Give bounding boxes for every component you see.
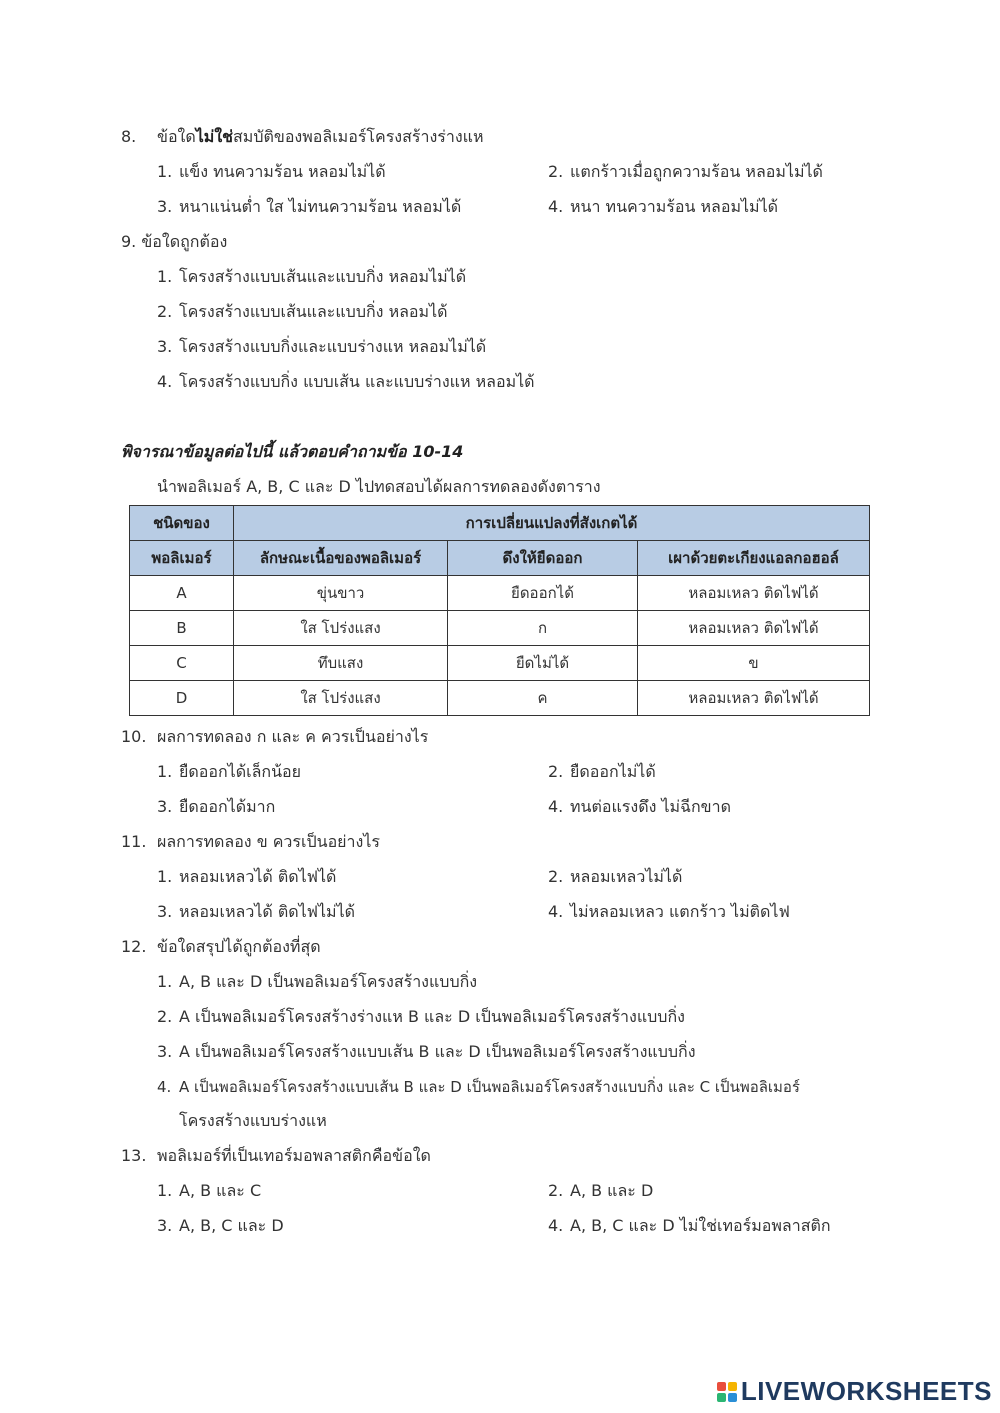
results-table	[129, 505, 870, 716]
header-texture: ลักษณะเนื้อของพอลิเมอร์	[234, 541, 448, 576]
q12-option-1[interactable]: 1. A, B และ D เป็นพอลิเมอร์โครงสร้างแบบกิ่ง	[157, 972, 478, 991]
question-9: 9. ข้อใดถูกต้อง	[121, 232, 228, 251]
q13-option-4[interactable]: 4. A, B, C และ D ไม่ใช่เทอร์มอพลาสติก	[548, 1216, 831, 1235]
table-row: A ขุ่นขาว ยืดออกได้ หลอมเหลว ติดไฟได้	[130, 576, 870, 611]
question-8: 8. ข้อใดไม่ใช่สมบัติของพอลิเมอร์โครงสร้างร่างแห	[121, 127, 484, 146]
q9-option-3[interactable]: 3. โครงสร้างแบบกิ่งและแบบร่างแห หลอมไม่ได้	[157, 337, 487, 356]
q10-option-3[interactable]: 3. ยืดออกได้มาก	[157, 797, 276, 816]
header-polymer-type-line1: ชนิดของ	[130, 506, 234, 541]
section-heading: พิจารณาข้อมูลต่อไปนี้ แล้วตอบคำถามข้อ 10-14	[121, 442, 464, 461]
liveworksheets-logo-icon	[717, 1382, 737, 1402]
question-11: 11. ผลการทดลอง ข ควรเป็นอย่างไร	[121, 832, 380, 851]
q9-option-2[interactable]: 2. โครงสร้างแบบเส้นและแบบกิ่ง หลอมได้	[157, 302, 448, 321]
q11-option-1[interactable]: 1. หลอมเหลวได้ ติดไฟได้	[157, 867, 337, 886]
q10-option-1[interactable]: 1. ยืดออกได้เล็กน้อย	[157, 762, 301, 781]
table-row: D ใส โปร่งแสง ค หลอมเหลว ติดไฟได้	[130, 681, 870, 716]
q12-option-4[interactable]: 4. A เป็นพอลิเมอร์โครงสร้างแบบเส้น B และ D เป็นพอลิเมอร์โครงสร้างแบบกิ่ง และ C เป็นพอลิเมอร์	[157, 1078, 800, 1096]
q8-option-1[interactable]: 1. แข็ง ทนความร้อน หลอมไม่ได้	[157, 162, 386, 181]
question-13: 13. พอลิเมอร์ที่เป็นเทอร์มอพลาสติกคือข้อใด	[121, 1146, 431, 1165]
logo-square	[728, 1382, 737, 1391]
emphasis-not: ไม่ใช่	[195, 127, 234, 146]
q10-option-2[interactable]: 2. ยืดออกไม่ได้	[548, 762, 656, 781]
header-stretch: ดึงให้ยืดออก	[448, 541, 638, 576]
q12-option-2[interactable]: 2. A เป็นพอลิเมอร์โครงสร้างร่างแห B และ D เป็นพอลิเมอร์โครงสร้างแบบกิ่ง	[157, 1007, 685, 1026]
question-number: 8.	[121, 127, 137, 146]
liveworksheets-watermark[interactable]	[717, 1376, 992, 1407]
q13-option-2[interactable]: 2. A, B และ D	[548, 1181, 654, 1200]
logo-square	[717, 1382, 726, 1391]
header-polymer-type-line2: พอลิเมอร์	[130, 541, 234, 576]
header-observed-changes: การเปลี่ยนแปลงที่สังเกตได้	[234, 506, 870, 541]
q11-option-4[interactable]: 4. ไม่หลอมเหลว แตกร้าว ไม่ติดไฟ	[548, 902, 790, 921]
q9-option-1[interactable]: 1. โครงสร้างแบบเส้นและแบบกิ่ง หลอมไม่ได้	[157, 267, 467, 286]
question-12: 12. ข้อใดสรุปได้ถูกต้องที่สุด	[121, 937, 321, 956]
q13-option-1[interactable]: 1. A, B และ C	[157, 1181, 262, 1200]
q12-option-4-continued: โครงสร้างแบบร่างแห	[179, 1111, 327, 1130]
section-intro: นำพอลิเมอร์ A, B, C และ D ไปทดสอบได้ผลการทดลองดังตาราง	[157, 477, 601, 496]
table-row: B ใส โปร่งแสง ก หลอมเหลว ติดไฟได้	[130, 611, 870, 646]
logo-square	[717, 1393, 726, 1402]
q11-option-2[interactable]: 2. หลอมเหลวไม่ได้	[548, 867, 683, 886]
q8-option-3[interactable]: 3. หนาแน่นต่ำ ใส ไม่ทนความร้อน หลอมได้	[157, 197, 462, 216]
logo-square	[728, 1393, 737, 1402]
q13-option-3[interactable]: 3. A, B, C และ D	[157, 1216, 284, 1235]
q9-option-4[interactable]: 4. โครงสร้างแบบกิ่ง แบบเส้น และแบบร่างแห หลอมได้	[157, 372, 535, 391]
q8-option-4[interactable]: 4. หนา ทนความร้อน หลอมไม่ได้	[548, 197, 779, 216]
table-row: C ทึบแสง ยืดไม่ได้ ข	[130, 646, 870, 681]
watermark-text: LIVEWORKSHEETS	[740, 1376, 992, 1406]
q10-option-4[interactable]: 4. ทนต่อแรงดึง ไม่ฉีกขาด	[548, 797, 731, 816]
q11-option-3[interactable]: 3. หลอมเหลวได้ ติดไฟไม่ได้	[157, 902, 356, 921]
q12-option-3[interactable]: 3. A เป็นพอลิเมอร์โครงสร้างแบบเส้น B และ D เป็นพอลิเมอร์โครงสร้างแบบกิ่ง	[157, 1042, 696, 1061]
q8-option-2[interactable]: 2. แตกร้าวเมื่อถูกความร้อน หลอมไม่ได้	[548, 162, 823, 181]
question-10: 10. ผลการทดลอง ก และ ค ควรเป็นอย่างไร	[121, 727, 429, 746]
header-burn: เผาด้วยตะเกียงแอลกอฮอล์	[638, 541, 870, 576]
